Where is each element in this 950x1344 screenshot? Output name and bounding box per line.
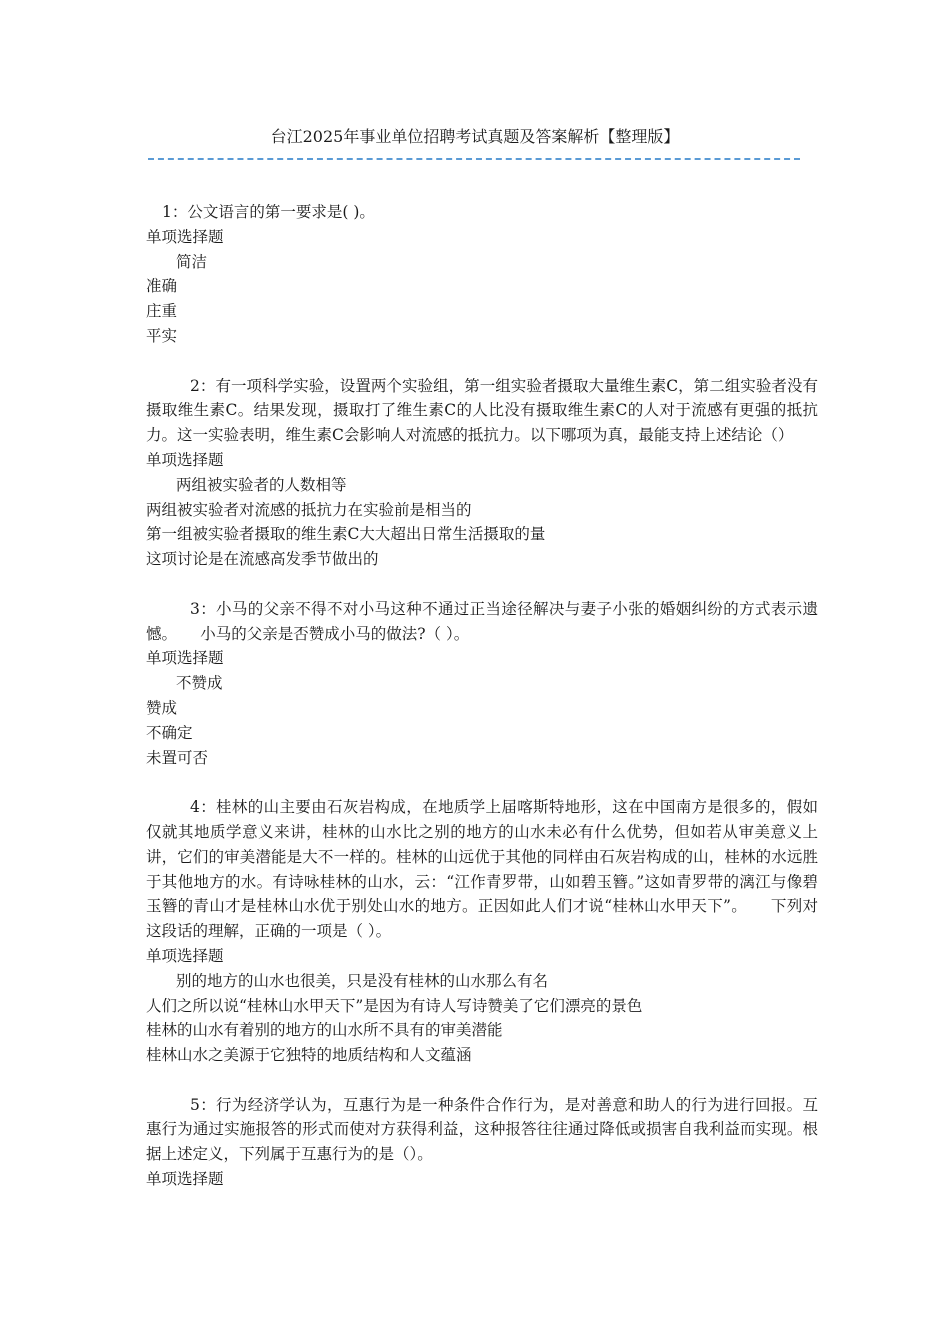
question-list [146, 200, 818, 1217]
question-stem: 2：有一项科学实验，设置两个实验组，第一组实验者摄取大量维生素C，第二组实验者没有摄取维生素C。结果发现，摄取打了维生素C的人比没有摄取维生素C的人对于流感有更强的抵抗力。这一实验表明，维生素C会影响人对流感的抵抗力。以下哪项为真，最能支持上述结论（） [146, 376, 818, 445]
option-b: 人们之所以说“桂林山水甲天下”是因为有诗人写诗赞美了它们漂亮的景色 [146, 996, 643, 1015]
question-stem: 1：公文语言的第一要求是( )。 [162, 203, 375, 221]
option-c: 庄重 [146, 302, 178, 321]
question-4 [146, 795, 818, 1068]
question-stem: 4：桂林的山主要由石灰岩构成，在地质学上届喀斯特地形，这在中国南方是很多的，假如仅就其地质学意义来讲，桂林的山水比之别的地方的山水未必有什么优势，但如若从审美意义上讲，它们的审美潜能是大不一样的。桂林的山远优于其他的同样由石灰岩构成的山，桂林的水远胜于其他地方的水。有诗咏桂林的山水，云：“江作青罗带，山如碧玉簪。”这如青罗带的漓江与像碧玉簪的青山才是桂林山水优于别处山水的地方。正因如此人们才说“桂林山水甲天下”。 下列对这段话的理解，正确的一项是（ ）。 [146, 798, 818, 941]
option-c: 桂林的山水有着别的地方的山水所不具有的审美潜能 [146, 1021, 503, 1040]
question-3 [146, 597, 818, 771]
question-5 [146, 1093, 818, 1192]
option-d: 平实 [146, 326, 178, 345]
question-type: 单项选择题 [146, 1170, 224, 1189]
option-d: 桂林山水之美源于它独特的地质结构和人文蕴涵 [146, 1046, 472, 1065]
question-stem: 5：行为经济学认为，互惠行为是一种条件合作行为，是对善意和助人的行为进行回报。互惠行为通过实施报答的形式而使对方获得利益，这种报答往往通过降低或损害自我利益而实现。根据上述定义，下列属于互惠行为的是（）。 [146, 1095, 818, 1164]
question-type: 单项选择题 [146, 450, 224, 469]
option-c: 第一组被实验者摄取的维生素C大大超出日常生活摄取的量 [146, 525, 546, 544]
question-type: 单项选择题 [146, 649, 224, 668]
question-stem: 3：小马的父亲不得不对小马这种不通过正当途径解决与妻子小张的婚姻纠纷的方式表示遗憾。 小马的父亲是否赞成小马的做法?（ ）。 [146, 599, 818, 643]
question-type: 单项选择题 [146, 946, 224, 965]
option-a: 两组被实验者的人数相等 [176, 475, 347, 494]
option-c: 不确定 [146, 723, 193, 742]
option-a: 简洁 [176, 252, 208, 271]
question-2 [146, 374, 818, 572]
option-b: 赞成 [146, 698, 178, 717]
title-divider [148, 158, 800, 160]
option-d: 这项讨论是在流感高发季节做出的 [146, 550, 379, 569]
question-type: 单项选择题 [146, 227, 224, 246]
option-d: 未置可否 [146, 748, 209, 767]
option-a: 别的地方的山水也很美，只是没有桂林的山水那么有名 [176, 971, 549, 990]
page-title: 台江2025年事业单位招聘考试真题及答案解析【整理版】 [270, 127, 680, 146]
option-b: 两组被实验者对流感的抵抗力在实验前是相当的 [146, 500, 472, 519]
question-1 [146, 200, 818, 349]
option-a: 不赞成 [176, 674, 223, 693]
option-b: 准确 [146, 277, 178, 296]
